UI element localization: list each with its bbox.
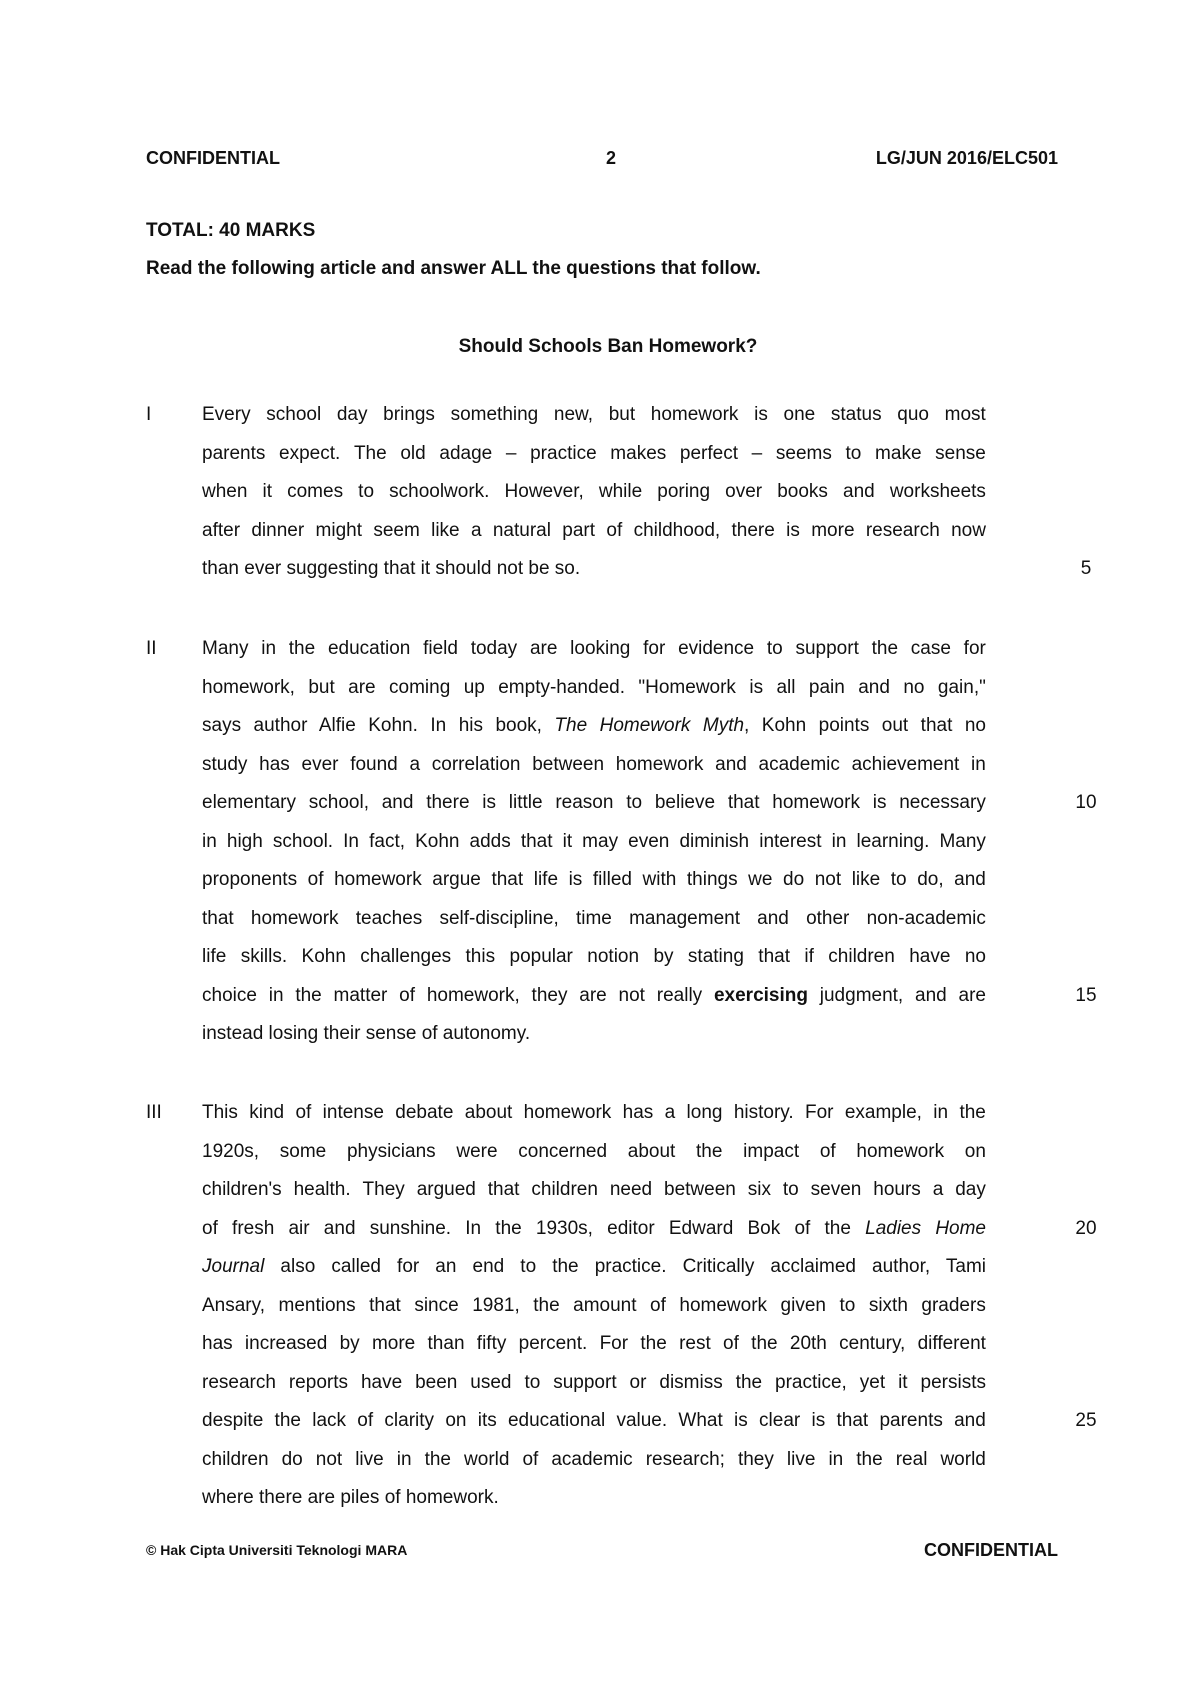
- text-line: Every school day brings something new, but homework is one status quo most: [202, 404, 986, 425]
- paragraph-numeral: II: [146, 638, 157, 659]
- text-line: that homework teaches self-discipline, time management and other non-academic: [202, 907, 986, 929]
- text-line: homework, but are coming up empty-handed. "Homework is all pain and no gain,": [202, 676, 986, 698]
- footer-copyright: © Hak Cipta Universiti Teknologi MARA: [146, 1542, 408, 1558]
- text-line: has increased by more than fifty percent. For the rest of the 20th century, different: [202, 1333, 986, 1354]
- footer-confidential: CONFIDENTIAL: [924, 1540, 1058, 1560]
- text-line: in high school. In fact, Kohn adds that it may even diminish interest in learning. Many: [202, 830, 986, 852]
- text-line: 1920s, some physicians were concerned about the impact of homework on: [202, 1140, 986, 1162]
- text-line: says author Alfie Kohn. In his book, The Homework Myth, Kohn points out that no: [202, 715, 986, 736]
- text-line: research reports have been used to support or dismiss the practice, yet it persists: [202, 1371, 986, 1393]
- text-line: children do not live in the world of academic research; they live in the real world: [202, 1448, 986, 1470]
- line-number: 10: [1075, 792, 1097, 813]
- total-marks: TOTAL: 40 MARKS: [146, 220, 316, 241]
- paragraph-lines: [202, 1094, 986, 1518]
- text-line: than ever suggesting that it should not be so.: [202, 558, 581, 579]
- paragraph-numeral: III: [146, 1102, 162, 1123]
- page-header: [146, 148, 1058, 172]
- text-line: when it comes to schoolwork. However, while poring over books and worksheets: [202, 481, 986, 502]
- line-number: 20: [1075, 1217, 1097, 1239]
- text-line: despite the lack of clarity on its educational value. What is clear is that parents and: [202, 1410, 986, 1431]
- paragraph-numeral: I: [146, 404, 152, 425]
- paragraph-lines: [202, 396, 986, 589]
- article-title: Should Schools Ban Homework?: [458, 336, 758, 357]
- text-line: choice in the matter of homework, they are not really exercising judgment, and are: [202, 984, 986, 1006]
- text-line: life skills. Kohn challenges this popular notion by stating that if children have no: [202, 946, 986, 967]
- instruction-text: Read the following article and answer ALL the questions that follow.: [146, 258, 761, 279]
- text-line: children's health. They argued that children need between six to seven hours a day: [202, 1179, 986, 1200]
- text-line: study has ever found a correlation between homework and academic achievement in: [202, 753, 986, 775]
- line-number: 15: [1075, 984, 1097, 1006]
- paragraph-lines: [202, 630, 986, 1054]
- header-exam-code: LG/JUN 2016/ELC501: [875, 148, 1058, 168]
- text-line: Journal also called for an end to the practice. Critically acclaimed author, Tami: [202, 1256, 986, 1277]
- text-line: Many in the education field today are looking for evidence to support the case for: [202, 638, 986, 659]
- text-line: Ansary, mentions that since 1981, the amount of homework given to sixth graders: [202, 1294, 986, 1316]
- text-line: parents expect. The old adage – practice makes perfect – seems to make sense: [202, 442, 986, 464]
- text-line: proponents of homework argue that life is filled with things we do not like to do, and: [202, 869, 986, 890]
- text-line: of fresh air and sunshine. In the 1930s, editor Edward Bok of the Ladies Home: [202, 1217, 986, 1239]
- line-number: 25: [1075, 1410, 1097, 1431]
- header-confidential: CONFIDENTIAL: [146, 148, 280, 168]
- text-line: where there are piles of homework.: [202, 1487, 499, 1508]
- text-line: This kind of intense debate about homework has a long history. For example, in the: [202, 1102, 986, 1123]
- header-page-number: 2: [606, 148, 617, 168]
- text-line: instead losing their sense of autonomy.: [202, 1023, 531, 1044]
- text-line: elementary school, and there is little reason to believe that homework is necessary: [202, 792, 986, 813]
- text-line: after dinner might seem like a natural part of childhood, there is more research now: [202, 519, 986, 541]
- page-footer: [146, 1540, 1058, 1564]
- line-number: 5: [1080, 558, 1092, 579]
